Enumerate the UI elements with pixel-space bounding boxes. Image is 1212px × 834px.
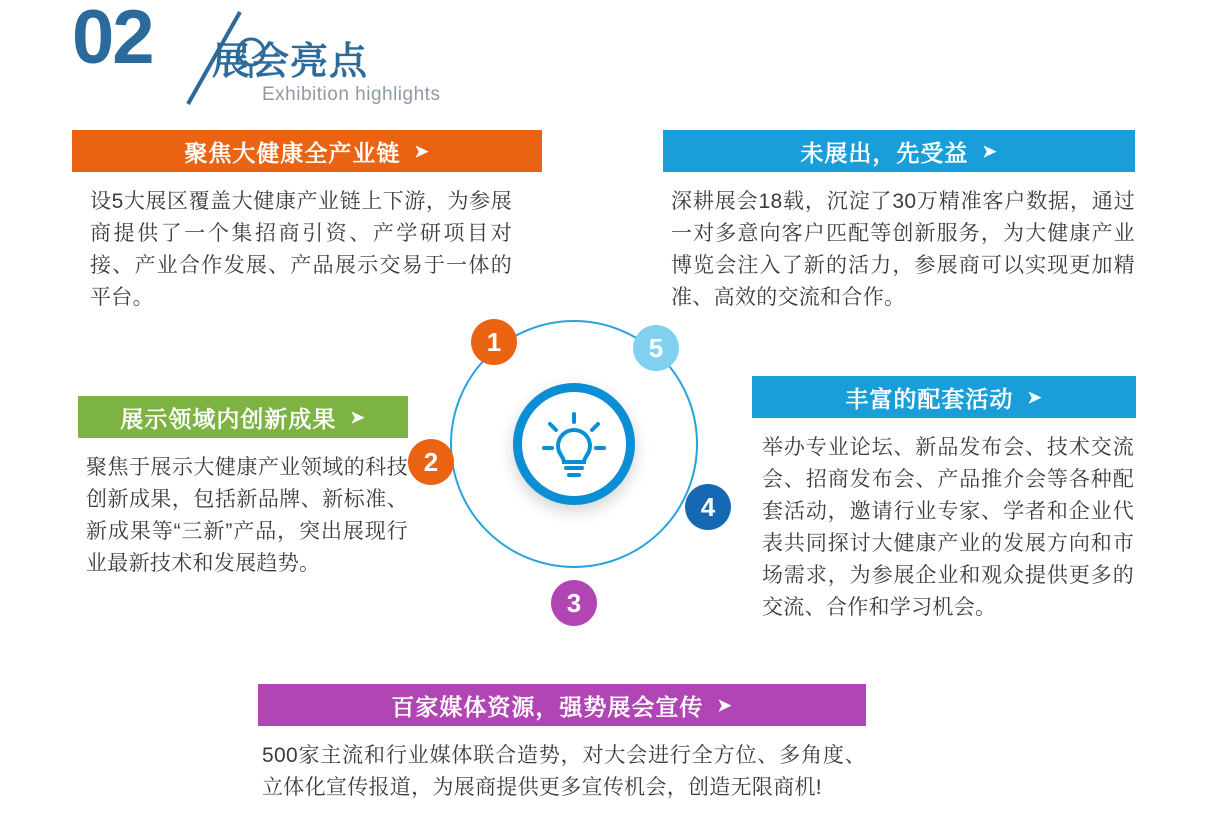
- diagram-node-1: 1: [471, 319, 517, 365]
- panel-2-header: [663, 130, 1135, 172]
- panel-4-title: 丰富的配套活动: [845, 385, 1014, 412]
- highlight-panel-1: [72, 130, 542, 314]
- panel-1-header: [72, 130, 542, 172]
- arrow-icon: ➤: [982, 141, 998, 161]
- highlight-panel-3: [78, 396, 408, 580]
- panel-3-header: [78, 396, 408, 438]
- lightbulb-icon: [528, 398, 620, 490]
- page-subtitle: Exhibition highlights: [262, 84, 441, 105]
- panel-5-header: [258, 684, 866, 726]
- arrow-icon: ➤: [414, 141, 430, 161]
- arrow-icon: ➤: [717, 695, 733, 715]
- diagram-node-2: 2: [408, 439, 454, 485]
- panel-2-title: 未展出，先受益: [800, 139, 969, 166]
- section-number: 02: [72, 0, 153, 80]
- diagram-node-4: 4: [685, 484, 731, 530]
- panel-4-body: 举办专业论坛、新品发布会、技术交流会、招商发布会、产品推介会等各种配套活动，邀请行业专家、学者和企业代表共同探讨大健康产业的发展方向和市场需求，为参展企业和观众提供更多的交流、合作和学习机会。: [762, 436, 1134, 619]
- highlight-panel-2: [663, 130, 1135, 314]
- highlight-panel-4: [752, 376, 1136, 623]
- diagram-node-3: 3: [551, 580, 597, 626]
- panel-5-title: 百家媒体资源，强势展会宣传: [391, 693, 704, 720]
- panel-4-header: [752, 376, 1136, 418]
- panel-2-body: 深耕展会18载，沉淀了30万精准客户数据，通过一对多意向客户匹配等创新服务，为大健康产业博览会注入了新的活力，参展商可以实现更加精准、高效的交流和合作。: [671, 190, 1135, 309]
- arrow-icon: ➤: [1027, 387, 1043, 407]
- center-diagram: [400, 300, 750, 650]
- panel-1-title: 聚焦大健康全产业链: [184, 139, 401, 166]
- arrow-icon: ➤: [350, 407, 366, 427]
- page-title: 展会亮点: [212, 41, 369, 83]
- panel-1-body: 设5大展区覆盖大健康产业链上下游，为参展商提供了一个集招商引资、产学研项目对接、产业合作发展、产品展示交易于一体的平台。: [90, 190, 512, 309]
- panel-3-body: 聚焦于展示大健康产业领域的科技创新成果，包括新品牌、新标准、新成果等“三新”产品，突出展现行业最新技术和发展趋势。: [86, 456, 408, 575]
- diagram-node-5: 5: [633, 325, 679, 371]
- panel-3-title: 展示领域内创新成果: [120, 405, 337, 432]
- panel-5-body: 500家主流和行业媒体联合造势，对大会进行全方位、多角度、立体化宣传报道，为展商提供更多宣传机会，创造无限商机!: [262, 744, 866, 799]
- highlight-panel-5: [258, 684, 866, 804]
- page-header: [72, 0, 492, 116]
